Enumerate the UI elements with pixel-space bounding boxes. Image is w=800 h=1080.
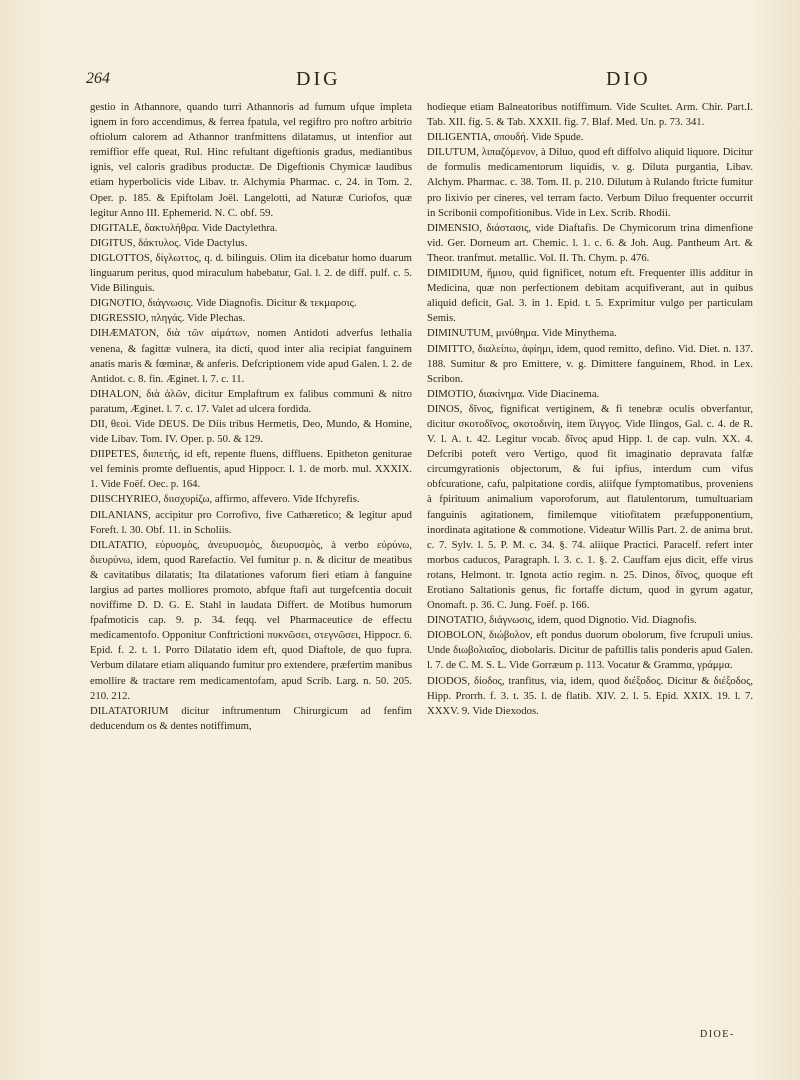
left-column bbox=[90, 100, 412, 734]
entry-text: DILUTUM, λιπαζόμενον, à Diluo, quod eft diffolvo aliquid liquore. Dicitur de formulis medicamentorum liquidis, v. g. Diluta purgantia, Libav. Alchym. Pharmac. c. 38. Tom. II. p. 210. Dilutum à Rulando ftricte fumitur pro lixivio per cineres, vel terram facto. Verbum Diluo frequenter occurrit in Scribonii compofitionibus. Vide in Lex. Scrib. Rhodii. bbox=[427, 146, 753, 219]
entry-text: DIMIDIUM, ἥμισυ, quid fignificet, notum eft. Frequenter illis additur in Medicina, quæ non perfectionem debitam acquifiverant, aut in quibus aliquid deficit, Gal. 3. in 1. Epid. t. 5. Exprimitur vulgo per particulam Semis. bbox=[427, 267, 753, 325]
entry-text: DIHALON, διὰ ἁλῶν, dicitur Emplaftrum ex falibus communi & nitro paratum, Æginet. l. 7. c. 17. Valet ad ulcera fordida. bbox=[90, 387, 412, 415]
running-header bbox=[86, 66, 746, 94]
entry-text: gestio in Athannore, quando turri Athannoris ad fumum ufque impleta ignem in foro accendimus, & ferrea fpatula, vel regiftro pro noftro arbitrio oftiolum calorem ad Athannor tranfmittens dilatamus, ut intenfior aut remiffior effe queat, Rul. Hinc refultant digeftionis gradus, mediantibus ignis, vel caloris gradibus productæ. De Digeftionis Chymicæ laudibus etiam hyperbolicis vide Libav. tr. Alchymia Pharmac. c. 24. in Tom. 2. Oper. p. 185. & Epiftolam Joël. Langelotti, ad Naturæ Curiofos, quæ legitur Anno III. Ephemerid. N. C. obf. 59. bbox=[90, 101, 412, 219]
entry-text: DIMITTO, διαλείπω, ἀφίημι, idem, quod remitto, defino. Vid. Diet. n. 137. 188. Sumitur & pro Emittere, v. g. Dimittere fanguinem, Rhod. in Lex. Scribon. bbox=[427, 342, 753, 385]
entry-text: DII, θεοὶ. Vide DEUS. De Diis tribus Hermetis, Deo, Mundo, & Homine, vide Libav. Tom. IV. Oper. p. 50. & 129. bbox=[90, 417, 412, 446]
entry-text: DIIPETES, διιπετής, id eft, repente fluens, diffluens. Epitheton geniturae vel feminis promte defluentis, apud Hippocr. l. 1. de morb. mul. XXXIX. 1. Vide Foëf. Oec. p. 164. bbox=[90, 448, 412, 491]
entry-text: DIODOS, δίοδος, tranfitus, via, idem, quod διέξοδος. Dicitur & διέξοδος, Hipp. Prorrh. f. 3. t. 35. l. de flatib. XIV. 2. l. 5. Epid. XXIX. 19. l. 7. XXXV. 9. Vide Diexodos. bbox=[427, 674, 753, 717]
entry-text: DIGNOTIO, διάγνωσις. Vide Diagnofis. Dicitur & τεκμαρσις. bbox=[90, 297, 357, 310]
entry-text: DIHÆMATON, διὰ τῶν αἱμάτων, nomen Antidoti adverfus lethalia venena, & fagittæ vulnera, ita dicti, quod inter alia recipiat fanguinem anatis maris & fœminæ, & anferis. Defcriptionem vide apud Galen. l. 2. de Antidot. c. 8. fin. Æginet. l. 7. c. 11. bbox=[90, 327, 412, 385]
entry-text: DIISCHYRIEO, διισχυρίζω, affirmo, affevero. Vide Ifchyrefis. bbox=[90, 493, 360, 506]
page-number: 264 bbox=[86, 70, 110, 87]
entry-text: DIMINUTUM, μινύθημα. Vide Minythema. bbox=[427, 327, 617, 340]
entry-text: DILATATIO, εὐρυσμὸς, ἀνευρυσμὸς, διευρυσμὸς, à verbo εὐρύνω, διευρύνω, idem, quod Rarefactio. Vel fumitur p. n. & dicitur de meatibus & cavitatibus dilatatis; Ita dilatationes vaforum fieri etiam à fanguine largius ad partes molliores promoto, abfque ftafi aut turgefcentia docuit noviffime D. D. G. E. Stahl in laudata Differt. de Motibus humorum fpafmoticis cap. 9. p. 34. feqq. vel Pharmaceutice de effectu medicamentofo. Opponitur Conftrictioni πυκνῶσει, στεγνῶσει, Hippocr. 6. Epid. f. 2. t. 1. Porro Dilatatio idem eft, quod Diaftole, de quo fupra. Verbum dilatare etiam aliquando fumitur pro extendere, præfertim manibus emollire & tractare rem medicamentofam, apud Scrib. Larg. n. 50. 205. 210. 212. bbox=[90, 538, 413, 702]
entry-text: DILANIANS, accipitur pro Corrofivo, five Cathæretico; & legitur apud Foreft. l. 30. Obf. 11. in Scholiis. bbox=[90, 508, 412, 536]
entry-text: DIGITUS, δάκτυλος. Vide Dactylus. bbox=[90, 236, 248, 249]
entry-text: DIGLOTTOS, δίγλωττος, q. d. bilinguis. Olim ita dicebatur homo duarum linguarum peritus, quod miraculum habebatur, Gal. l. 2. de diff. pulf. c. 5. Vide Bilinguis. bbox=[90, 251, 412, 295]
entry-text: DILATATORIUM dicitur inftrumentum Chirurgicum ad fenfim deducendum os & dentes notiffimum, bbox=[90, 704, 412, 732]
right-running-head: DIO bbox=[606, 68, 651, 90]
entry-text: DIMOTIO, διακίνημα. Vide Diacinema. bbox=[427, 387, 600, 400]
entry-text: DINOS, δῖνος, fignificat vertiginem, & fi tenebræ oculis obverfantur, dicitur σκοτοδῖνος, σκοτοδινίη, item ἴλιγγος. Vide Ilingos, Gal. c. 4. de R. V. l. A. t. 42. Legitur vocab. δῖνος apud Hipp. l. de cap. vuln. XX. 4. Defcribi poteft vero Vertigo, quod fit imaginatio depravata falfæ circumgyrationis objectorum, & fui ipfius, interdum cum vifus obfcuratione, cafu, palpitatione cordis, aliifque fymptomatibus, proveniens à fpirituum animalium vaporoforum, aut flatulentorum, tumultuariam fanguinis agitationem, fimilemque vitiofitatem præfupponentium, inordinata agitatione & commotione. Videatur Willis Part. 2. de anima brut. c. 7. Sylv. l. 5. P. M. c. 34. §. 74. aliique Practici. Paracelf. refert inter morbos caducos, Paragraph. l. 3. c. 1. §. 2. Cauffam ejus dicit, effe virus rotans, Helmont. tr. Ignota actio regim. n. 25. Dinos, δῖνος, quoque eft Erotiano Saltationis genus, fic fortaffe dictum, quod in gyrum agatur, Onomaft. p. 36. C. Jung. Foëf. p. 166. bbox=[427, 402, 753, 612]
entry-text: DILIGENTIA, σπουδή. Vide Spude. bbox=[427, 131, 584, 144]
entry-text: DIMENSIO, διάστασις, vide Diaftafis. De Chymicorum trina dimenfione vid. Ger. Dorneum art. Chemic. l. 1. c. 6. & Joh. Aug. Pantheum Art. & Theor. tranfmut. metallic. Vol. II. Th. Chym. p. 476. bbox=[427, 221, 753, 264]
left-running-head: DIG bbox=[296, 68, 341, 90]
entry-text: DINOTATIO, διάγνωσις, idem, quod Dignotio. Vid. Diagnofis. bbox=[427, 614, 697, 627]
right-column bbox=[427, 100, 753, 719]
entry-text: hodieque etiam Balneatoribus notiffimum. Vide Scultet. Arm. Chir. Part.I. Tab. XII. fig. 5. & Tab. XXXII. fig. 7. Blaf. Med. Un. p. 73. 341. bbox=[427, 101, 753, 129]
entry-text: DIOBOLON, διώβολον, eft pondus duorum obolorum, five fcrupuli unius. Unde διωβολιαῖος, diobolaris. Dicitur de paftillis talis ponderis apud Galen. l. 7. de C. M. S. L. Vide Gorræum p. 113. Vocatur & Grammα, γράμμα. bbox=[427, 629, 753, 672]
catchword: DIOE- bbox=[700, 1029, 735, 1040]
entry-text: DIGITALE, δακτυλήθρα. Vide Dactylethra. bbox=[90, 221, 278, 234]
entry-text: DIGRESSIO, πληγάς. Vide Plechas. bbox=[90, 312, 246, 325]
